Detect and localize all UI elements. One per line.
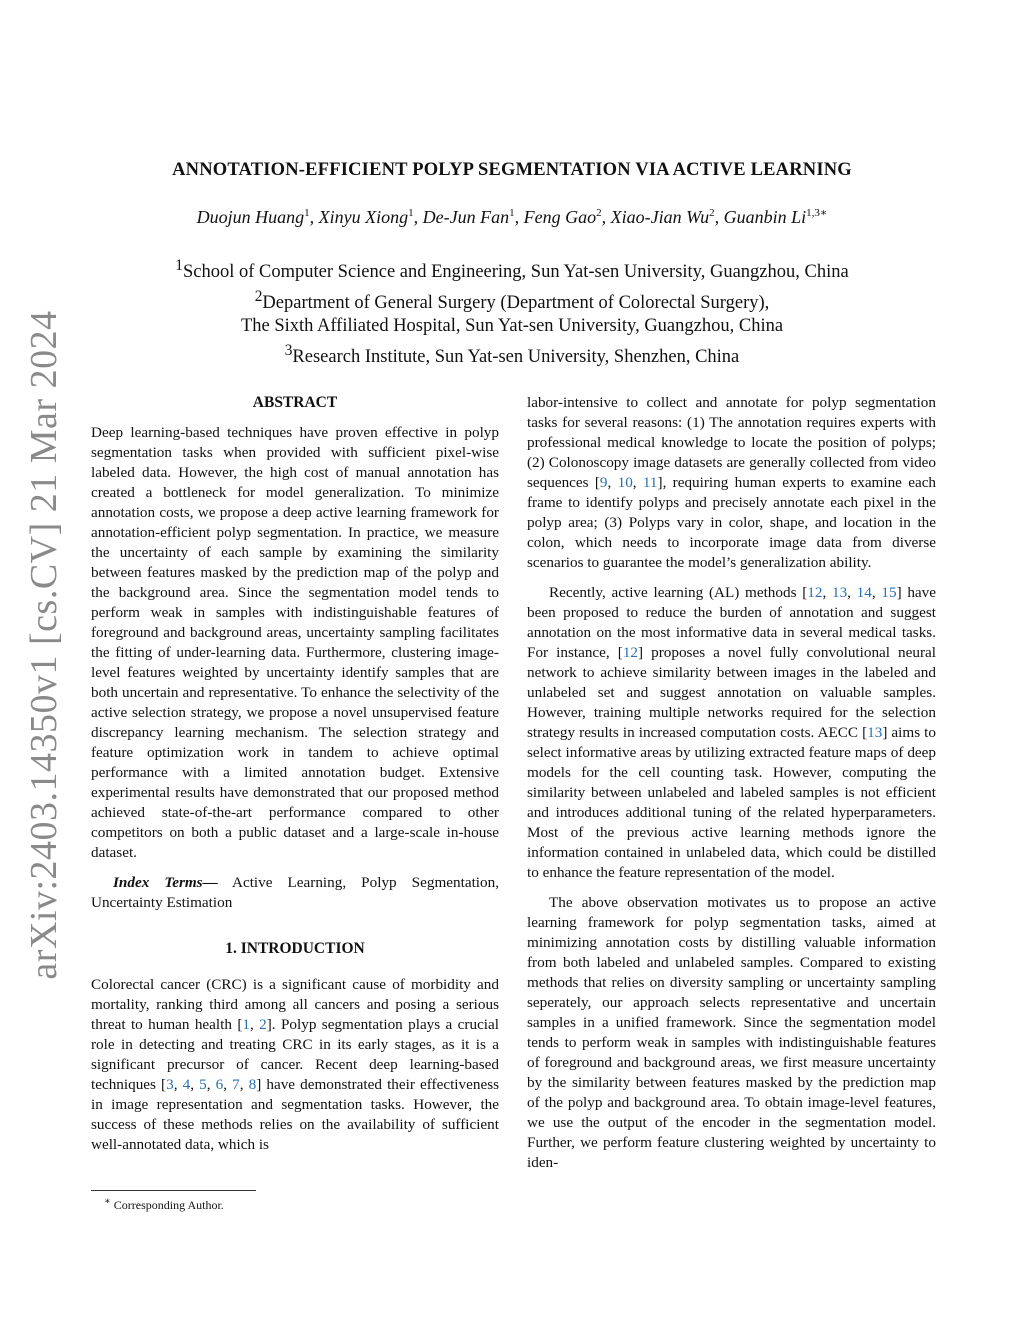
citation-link[interactable]: 5: [199, 1076, 207, 1093]
citation-link[interactable]: 2: [259, 1016, 267, 1033]
intro-paragraph-1: Colorectal cancer (CRC) is a significant cause of morbidity and mortality, ranking third among all cancers and posing a serious threat to human health [1, 2]. Polyp segmentation plays a crucial role in detecting and treating CRC in its early stages, as it is a significant precursor of cancer. Recent deep learning-based techniques [3, 4, 5, 6, 7, 8] have demonstrated their effectiveness in image representation and segmentation tasks. However, the success of these methods relies on the availability of sufficient well-annotated data, which is: [91, 976, 500, 1153]
affiliation-2-line2: The Sixth Affiliated Hospital, Sun Yat-sen University, Guangzhou, China: [240, 316, 784, 337]
intro-paragraph-3: The above observation motivates us to propose an active learning framework for polyp segmentation tasks, aimed at minimizing annotation costs by distilling valuable information from both labeled and unlabeled samples. Compared to existing methods that relies on diversity sampling or uncertainty sampling seperately, our approach selects representative and uncertain samples in a unified framework. Since the segmentation model tends to perform weak in samples with indistinguishable features of foreground and background areas, we first measure uncertainty by the similarity between features masked by the prediction map of the polyp and background area. To obtain image-level features, we use the output of the encoder in the segmentation model. Further, we perform feature clustering weighted by uncertainty to iden-: [527, 894, 936, 1171]
citation-link[interactable]: 10: [617, 474, 633, 491]
citation-link[interactable]: 12: [622, 644, 639, 661]
intro-paragraph-2: Recently, active learning (AL) methods [12, 13, 14, 15] have been proposed to reduce the burden of annotation and suggest annotation on the most informative data in several medical tasks. For instance, [12] proposes a novel fully convolutional neural network to achieve similarity between images in the labeled and unlabeled set and suggest annotation on valuable samples. However, training multiple networks required for the selection strategy results in increased computation costs. AECC [13] aims to select informative areas by utilizing extracted feature maps of deep models for the cell counting task. However, computing the similarity between unlabeled and labeled samples is not efficient and introduces additional tuning of the related hyperparameters. Most of the previous active learning methods ignore the information contained in unlabeled data, which could be distilled to enhance the feature representation of the model.: [527, 584, 937, 881]
citation-link[interactable]: 1: [242, 1016, 250, 1033]
citation-link[interactable]: 13: [831, 584, 848, 601]
affiliations: [0, 254, 1024, 369]
citation-link[interactable]: 12: [807, 584, 823, 601]
footnote: ∗ Corresponding Author.: [104, 1196, 224, 1212]
index-terms: Index Terms— Active Learning, Polyp Segmentation, Uncertainty Estimation: [91, 874, 499, 911]
citation-link[interactable]: 15: [881, 584, 897, 601]
author-name: Feng Gao: [523, 207, 597, 227]
author-name: Xiao-Jian Wu: [610, 207, 710, 227]
author-name: Guanbin Li: [723, 207, 807, 227]
author-name: Duojun Huang: [196, 207, 305, 227]
citation-link[interactable]: 11: [642, 474, 658, 491]
abstract-text: Deep learning-based techniques have proven effective in polyp segmentation tasks when provided with sufficient pixel-wise labeled data. However, the high cost of manual annotation has created a bottleneck for model generalization. To minimize annotation costs, we propose a deep active learning framework for annotation-efficient polyp segmentation. In practice, we measure the uncertainty of each sample by examining the similarity between features masked by the prediction map of the polyp and the background area. Since the segmentation model tends to perform weak in samples with indistinguishable features of foreground and background areas, uncertainty sampling facilitates the fitting of under-learning data. Furthermore, clustering image-level features weighted by uncertainty identify samples that are both uncertain and representative. To enhance the selectivity of the active selection strategy, we propose a novel unsupervised feature discrepancy learning mechanism. The selection strategy and feature optimization work in tandem to achieve optimal performance with a limited annotation budget. Extensive experimental results have demonstrated that our proposed method achieved state-of-the-art performance compared to other competitors on both a public dataset and a large-scale in-house dataset.: [91, 424, 499, 861]
paper-title: ANNOTATION-EFFICIENT POLYP SEGMENTATION VIA ACTIVE LEARNING: [172, 160, 852, 180]
citation-link[interactable]: 6: [215, 1076, 224, 1093]
author-name: De-Jun Fan: [422, 207, 510, 227]
citation-link[interactable]: 3: [166, 1076, 174, 1093]
arxiv-stamp: [23, 310, 65, 980]
citation-link[interactable]: 7: [232, 1076, 240, 1093]
intro-paragraph-1-cont: labor-intensive to collect and annotate for polyp segmentation tasks for several reasons: (1) The annotation requires experts with professional medical knowledge to locate the position of polyps; (2) Colonoscopy image datasets are generally collected from video sequences [9, 10, 11], requiring human experts to examine each frame to identify polyps and precisely annotate each pixel in the polyp area; (3) Polyps vary in color, shape, and location in the colon, which needs to incorporate image data from diverse scenarios to guarantee the model’s generalization ability.: [527, 394, 937, 571]
footnote-rule: [91, 1190, 256, 1191]
author-name: Xinyu Xiong: [318, 207, 409, 227]
affiliation-3: $^3$Research Institute, Sun Yat-sen University, Shenzhen, China: [284, 341, 740, 367]
left-column: [91, 393, 499, 1155]
abstract-heading: ABSTRACT: [252, 394, 338, 411]
citation-link[interactable]: 8: [248, 1076, 257, 1093]
author-list: Duojun Huang$^1$, Xinyu Xiong$^1$, De-Jun Fan$^1$, Feng Gao$^2$, Xiao-Jian Wu$^2$, Guanbin $Li^{1,3∗}$: [196, 207, 828, 227]
citation-link[interactable]: 9: [599, 474, 608, 491]
citation-link[interactable]: 4: [182, 1076, 191, 1093]
arxiv-stamp-text: arXiv:2403.14350v1 [cs.CV] 21 Mar 2024: [23, 310, 65, 980]
affiliation-1: $^1$School of Computer Science and Engineering, Sun Yat-sen University, Guangzhou, China: [175, 257, 849, 283]
introduction-heading: 1. INTRODUCTION: [225, 940, 365, 957]
right-column: [527, 393, 936, 1173]
affiliation-2: $^2$Department of General Surgery (Department of Colorectal Surgery),: [254, 287, 770, 313]
citation-link[interactable]: 14: [856, 584, 872, 601]
citation-link[interactable]: 13: [867, 724, 883, 741]
